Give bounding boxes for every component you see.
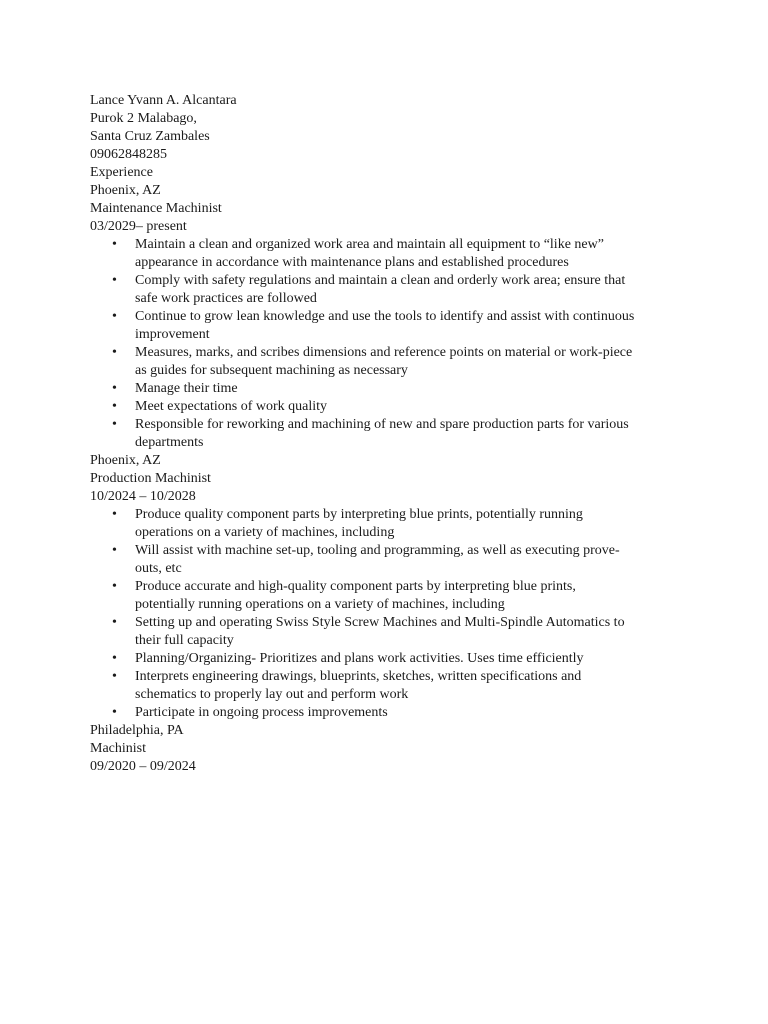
job-title: Maintenance Machinist bbox=[90, 201, 222, 216]
resume-page bbox=[90, 92, 680, 776]
list-item: • Setting up and operating Swiss Style Screw Machines and Multi-Spindle Automatics to their full capacity bbox=[112, 615, 625, 648]
job-dates: 03/2029– present bbox=[90, 219, 187, 234]
list-item: • Meet expectations of work quality bbox=[112, 399, 328, 414]
list-item: • Produce quality component parts by interpreting blue prints, potentially running operations on a variety of machines, including bbox=[112, 507, 583, 540]
list-item: • Produce accurate and high-quality component parts by interpreting blue prints, potentially running operations on a variety of machines, including bbox=[112, 579, 576, 612]
list-item: • Maintain a clean and organized work area and maintain all equipment to “like new” appearance in accordance with maintenance plans and established procedures bbox=[112, 237, 604, 270]
job-title: Production Machinist bbox=[90, 471, 211, 486]
bullet-icon: • bbox=[112, 579, 117, 594]
list-item: • Measures, marks, and scribes dimensions and reference points on material or work-piece as guides for subsequent machining as necessary bbox=[112, 345, 633, 378]
job-location: Phoenix, AZ bbox=[90, 183, 161, 198]
list-item: • Responsible for reworking and machining of new and spare production parts for various departments bbox=[112, 417, 629, 450]
bullet-icon: • bbox=[112, 543, 117, 558]
list-item: • Continue to grow lean knowledge and use the tools to identify and assist with continuous improvement bbox=[112, 309, 635, 342]
applicant-name: Lance Yvann A. Alcantara bbox=[90, 93, 237, 108]
bullet-icon: • bbox=[112, 705, 117, 720]
job-entry bbox=[90, 182, 680, 452]
bullet-icon: • bbox=[112, 237, 117, 252]
list-item: • Will assist with machine set-up, tooling and programming, as well as executing prove-outs, etc bbox=[112, 543, 620, 576]
job-entry bbox=[90, 452, 680, 722]
bullet-icon: • bbox=[112, 345, 117, 360]
job-location: Phoenix, AZ bbox=[90, 453, 161, 468]
bullet-icon: • bbox=[112, 615, 117, 630]
address-line-1: Purok 2 Malabago, bbox=[90, 111, 197, 126]
section-title-experience: Experience bbox=[90, 165, 153, 180]
list-item: • Comply with safety regulations and maintain a clean and orderly work area; ensure that safe work practices are followed bbox=[112, 273, 626, 306]
phone-number: 09062848285 bbox=[90, 147, 167, 162]
job-dates: 10/2024 – 10/2028 bbox=[90, 489, 196, 504]
job-location: Philadelphia, PA bbox=[90, 723, 184, 738]
bullet-icon: • bbox=[112, 651, 117, 666]
address-line-2: Santa Cruz Zambales bbox=[90, 129, 210, 144]
list-item: • Manage their time bbox=[112, 381, 238, 396]
job-entry bbox=[90, 722, 680, 776]
bullet-icon: • bbox=[112, 273, 117, 288]
job-dates: 09/2020 – 09/2024 bbox=[90, 759, 196, 774]
list-item: • Planning/Organizing- Prioritizes and plans work activities. Uses time efficiently bbox=[112, 651, 584, 666]
bullet-icon: • bbox=[112, 417, 117, 432]
bullet-icon: • bbox=[112, 507, 117, 522]
job-title: Machinist bbox=[90, 741, 146, 756]
bullet-icon: • bbox=[112, 381, 117, 396]
bullet-icon: • bbox=[112, 669, 117, 684]
list-item: • Interprets engineering drawings, blueprints, sketches, written specifications and schematics to properly lay out and perform work bbox=[112, 669, 582, 702]
list-item: • Participate in ongoing process improvements bbox=[112, 705, 388, 720]
job-bullet-list bbox=[90, 236, 680, 452]
bullet-icon: • bbox=[112, 399, 117, 414]
job-bullet-list bbox=[90, 506, 680, 722]
bullet-icon: • bbox=[112, 309, 117, 324]
